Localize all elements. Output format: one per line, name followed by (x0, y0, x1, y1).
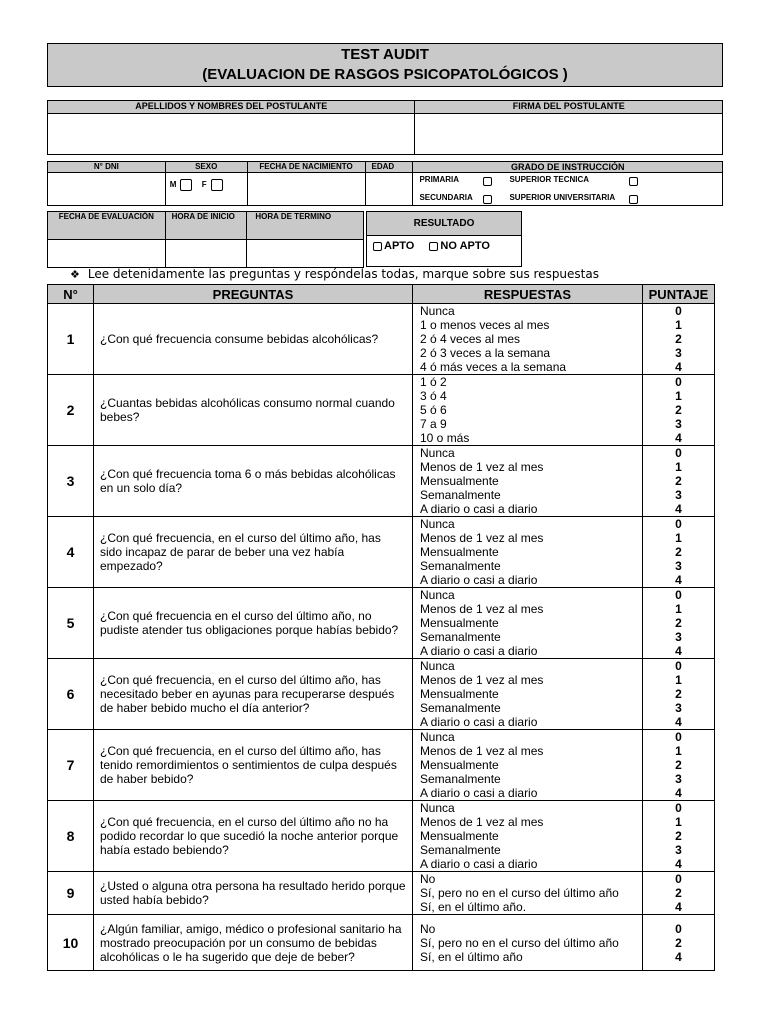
score-value: 0 (675, 659, 682, 673)
score-options (643, 375, 715, 446)
score-value: 3 (675, 630, 682, 644)
answer-option[interactable]: A diario o casi a diario (420, 573, 538, 587)
score-value: 2 (675, 332, 682, 346)
answer-options (413, 872, 643, 915)
score-value: 4 (675, 949, 682, 964)
answer-option[interactable]: Sí, pero no en el curso del último año (420, 935, 619, 950)
answer-options (413, 304, 643, 375)
answer-option[interactable]: Nunca (420, 801, 455, 815)
result-table (366, 211, 522, 267)
score-value: 3 (675, 417, 682, 431)
answer-options (413, 915, 643, 971)
eval-date-field[interactable] (48, 240, 166, 268)
score-value: 2 (675, 403, 682, 417)
applicant-table (47, 100, 723, 155)
score-value: 1 (675, 673, 682, 687)
question-row (48, 659, 715, 730)
answer-options (413, 517, 643, 588)
score-value: 3 (675, 346, 682, 360)
answer-option[interactable]: A diario o casi a diario (420, 857, 538, 871)
answer-option[interactable]: Mensualmente (420, 829, 499, 843)
score-value: 4 (675, 715, 682, 729)
question-text: ¿Cuantas bebidas alcohólicas consumo normal cuando bebes? (94, 375, 413, 446)
score-value: 0 (675, 730, 682, 744)
question-number: 8 (48, 801, 94, 872)
edu-university-label: SUPERIOR UNIVERSITARIA (509, 193, 616, 202)
answer-option[interactable]: 2 ó 4 veces al mes (420, 332, 521, 346)
form-subtitle-text: (EVALUACION DE RASGOS PSICOPATOLÓGICOS ) (202, 66, 568, 83)
score-value: 4 (675, 900, 682, 914)
score-value: 3 (675, 488, 682, 502)
answer-options (413, 730, 643, 801)
sex-f-label: F (201, 180, 207, 189)
col-questions-header: PREGUNTAS (94, 285, 413, 304)
answer-option[interactable]: A diario o casi a diario (420, 502, 538, 516)
education-label: GRADO DE INSTRUCCIÓN (413, 162, 723, 173)
eval-date-label: FECHA DE EVALUACIÓN (48, 212, 166, 240)
question-number: 1 (48, 304, 94, 375)
answer-option[interactable]: Semanalmente (420, 843, 501, 857)
score-value: 1 (675, 531, 682, 545)
score-value: 4 (675, 857, 682, 871)
score-value: 0 (675, 801, 682, 815)
question-row (48, 304, 715, 375)
sex-m-checkbox[interactable] (180, 179, 192, 191)
score-value: 4 (675, 431, 682, 445)
col-answers-header: RESPUESTAS (413, 285, 643, 304)
score-options (643, 801, 715, 872)
score-value: 1 (675, 602, 682, 616)
answer-option[interactable]: 1 o menos veces al mes (420, 318, 550, 332)
score-value: 2 (675, 545, 682, 559)
question-row (48, 588, 715, 659)
score-value: 1 (675, 318, 682, 332)
answer-option[interactable]: Semanalmente (420, 772, 501, 786)
question-number: 7 (48, 730, 94, 801)
dni-label: N° DNI (48, 162, 166, 173)
score-value: 2 (675, 886, 682, 900)
score-value: 2 (675, 687, 682, 701)
answer-option[interactable]: Menos de 1 vez al mes (420, 460, 544, 474)
names-label: APELLIDOS Y NOMBRES DEL POSTULANTE (48, 101, 415, 114)
question-text: ¿Con qué frecuencia, en el curso del último año no ha podido recordar lo que sucedió la noche anterior porque había estado bebiendo? (94, 801, 413, 872)
question-text: ¿Con qué frecuencia en el curso del último año, no pudiste atender tus obligaciones porque habías bebido? (94, 588, 413, 659)
question-row (48, 730, 715, 801)
edu-primary-checkbox[interactable] (483, 177, 492, 186)
score-value: 0 (675, 304, 682, 318)
score-value: 2 (675, 935, 682, 950)
score-options (643, 446, 715, 517)
score-value: 3 (675, 701, 682, 715)
col-score-header: PUNTAJE (643, 285, 715, 304)
question-number: 5 (48, 588, 94, 659)
answer-option[interactable]: 4 ó más veces a la semana (420, 360, 567, 374)
result-label: RESULTADO (367, 212, 522, 236)
score-value: 1 (675, 460, 682, 474)
answer-option[interactable]: A diario o casi a diario (420, 644, 538, 658)
edu-secondary-checkbox[interactable] (483, 195, 492, 204)
apto-checkbox[interactable] (373, 242, 382, 251)
age-field[interactable] (365, 173, 413, 206)
score-value: 0 (675, 517, 682, 531)
answer-options (413, 659, 643, 730)
question-number: 4 (48, 517, 94, 588)
question-text: ¿Con qué frecuencia, en el curso del último año, has tenido remordimientos o sentimientos de culpa después de haber bebido? (94, 730, 413, 801)
score-value: 3 (675, 559, 682, 573)
signature-label: FIRMA DEL POSTULANTE (415, 101, 723, 114)
score-value: 2 (675, 474, 682, 488)
score-value: 4 (675, 502, 682, 516)
answer-option[interactable]: Sí, en el último año. (420, 900, 527, 914)
answer-option[interactable]: A diario o casi a diario (420, 786, 538, 800)
no-apto-checkbox[interactable] (429, 242, 438, 251)
score-options (643, 517, 715, 588)
answer-option[interactable]: A diario o casi a diario (420, 715, 538, 729)
answer-option[interactable]: 2 ó 3 veces a la semana (420, 346, 551, 360)
form-title (47, 43, 723, 87)
edu-technical-checkbox[interactable] (629, 177, 638, 186)
answer-option[interactable]: 10 o más (420, 431, 470, 445)
answer-option[interactable]: Semanalmente (420, 630, 501, 644)
question-number: 10 (48, 915, 94, 971)
edu-primary-label: PRIMARIA (419, 175, 460, 184)
birth-field[interactable] (247, 173, 365, 206)
score-value: 1 (675, 744, 682, 758)
col-num-header: N° (48, 285, 94, 304)
info-table (47, 161, 723, 206)
question-row (48, 517, 715, 588)
edu-technical-label: SUPERIOR TECNICA (509, 175, 590, 184)
score-options (643, 730, 715, 801)
sex-f-checkbox[interactable] (211, 179, 223, 191)
score-options (643, 915, 715, 971)
score-value: 0 (675, 375, 682, 389)
answer-option[interactable]: Nunca (420, 517, 455, 531)
form-title-text: TEST AUDIT (341, 46, 429, 63)
end-time-field[interactable] (247, 240, 364, 268)
answer-option[interactable]: Nunca (420, 304, 455, 318)
names-field[interactable] (48, 114, 415, 155)
answer-option[interactable]: No (420, 921, 436, 936)
answer-option[interactable]: Sí, pero no en el curso del último año (420, 886, 619, 900)
score-options (643, 872, 715, 915)
score-value: 0 (675, 921, 682, 936)
score-value: 4 (675, 573, 682, 587)
score-value: 3 (675, 843, 682, 857)
sex-m-label: M (169, 180, 177, 189)
answer-option[interactable]: Semanalmente (420, 559, 501, 573)
question-text: ¿Con qué frecuencia consume bebidas alcohólicas? (94, 304, 413, 375)
score-value: 4 (675, 644, 682, 658)
answer-options (413, 375, 643, 446)
answer-option[interactable]: Semanalmente (420, 488, 501, 502)
apto-label: APTO (384, 240, 415, 252)
score-options (643, 659, 715, 730)
question-text: ¿Con qué frecuencia, en el curso del último año, has sido incapaz de parar de beber una vez había empezado? (94, 517, 413, 588)
answer-options (413, 801, 643, 872)
question-number: 9 (48, 872, 94, 915)
question-row (48, 801, 715, 872)
end-time-label: HORA DE TERMINO (247, 212, 364, 240)
question-text: ¿Con qué frecuencia toma 6 o más bebidas alcohólicas en un solo día? (94, 446, 413, 517)
evaluation-table (47, 211, 364, 268)
answer-option[interactable]: Mensualmente (420, 687, 499, 701)
answer-option[interactable]: Mensualmente (420, 545, 499, 559)
score-value: 2 (675, 758, 682, 772)
answer-options (413, 446, 643, 517)
question-row (48, 375, 715, 446)
answer-option[interactable]: 5 ó 6 (420, 403, 447, 417)
questions-body (48, 304, 715, 971)
answer-option[interactable]: Sí, en el último año (420, 949, 523, 964)
answer-option[interactable]: Mensualmente (420, 616, 499, 630)
score-value: 1 (675, 389, 682, 403)
score-options (643, 588, 715, 659)
answer-option[interactable]: Menos de 1 vez al mes (420, 815, 544, 829)
answer-option[interactable]: Semanalmente (420, 701, 501, 715)
score-value: 0 (675, 872, 682, 886)
education-options (413, 173, 723, 206)
question-row (48, 446, 715, 517)
start-time-field[interactable] (165, 240, 247, 268)
questions-table (47, 284, 715, 971)
start-time-label: HORA DE INICIO (165, 212, 247, 240)
signature-field[interactable] (415, 114, 723, 155)
sex-options (165, 173, 247, 206)
question-text: ¿Con qué frecuencia, en el curso del último año, has necesitado beber en ayunas para recuperarse después de haber bebido mucho el día anterior? (94, 659, 413, 730)
answer-option[interactable]: No (420, 872, 436, 886)
answer-option[interactable]: Nunca (420, 588, 455, 602)
answer-option[interactable]: Mensualmente (420, 758, 499, 772)
question-row (48, 915, 715, 971)
diamond-bullet-icon: ❖ (70, 268, 80, 281)
answer-option[interactable]: Nunca (420, 659, 455, 673)
result-options (367, 236, 522, 267)
edu-university-checkbox[interactable] (629, 195, 638, 204)
no-apto-label: NO APTO (440, 240, 490, 252)
instruction (70, 267, 599, 281)
score-options (643, 304, 715, 375)
answer-option[interactable]: Nunca (420, 730, 455, 744)
answer-option[interactable]: Menos de 1 vez al mes (420, 531, 544, 545)
score-value: 1 (675, 815, 682, 829)
score-value: 2 (675, 616, 682, 630)
score-value: 4 (675, 786, 682, 800)
score-value: 4 (675, 360, 682, 374)
score-value: 0 (675, 446, 682, 460)
answer-options (413, 588, 643, 659)
birth-label: FECHA DE NACIMIENTO (247, 162, 365, 173)
answer-option[interactable]: 1 ó 2 (420, 375, 447, 389)
question-number: 6 (48, 659, 94, 730)
sex-label: SEXO (165, 162, 247, 173)
question-text: ¿Algún familiar, amigo, médico o profesional sanitario ha mostrado preocupación por un consumo de bebidas alcohólicas o le ha sugerido que deje de beber? (94, 915, 413, 971)
question-row (48, 872, 715, 915)
question-text: ¿Usted o alguna otra persona ha resultado herido porque usted había bebido? (94, 872, 413, 915)
answer-option[interactable]: Mensualmente (420, 474, 499, 488)
question-number: 2 (48, 375, 94, 446)
score-value: 3 (675, 772, 682, 786)
answer-option[interactable]: Menos de 1 vez al mes (420, 744, 544, 758)
question-number: 3 (48, 446, 94, 517)
dni-field[interactable] (48, 173, 166, 206)
answer-option[interactable]: Menos de 1 vez al mes (420, 602, 544, 616)
age-label: EDAD (365, 162, 413, 173)
instruction-text: Lee detenidamente las preguntas y respóndelas todas, marque sobre sus respuestas (87, 267, 599, 281)
edu-secondary-label: SECUNDARIA (419, 193, 473, 202)
score-value: 2 (675, 829, 682, 843)
answer-option[interactable]: Nunca (420, 446, 455, 460)
answer-option[interactable]: 3 ó 4 (420, 389, 447, 403)
score-value: 0 (675, 588, 682, 602)
answer-option[interactable]: 7 a 9 (420, 417, 447, 431)
answer-option[interactable]: Menos de 1 vez al mes (420, 673, 544, 687)
